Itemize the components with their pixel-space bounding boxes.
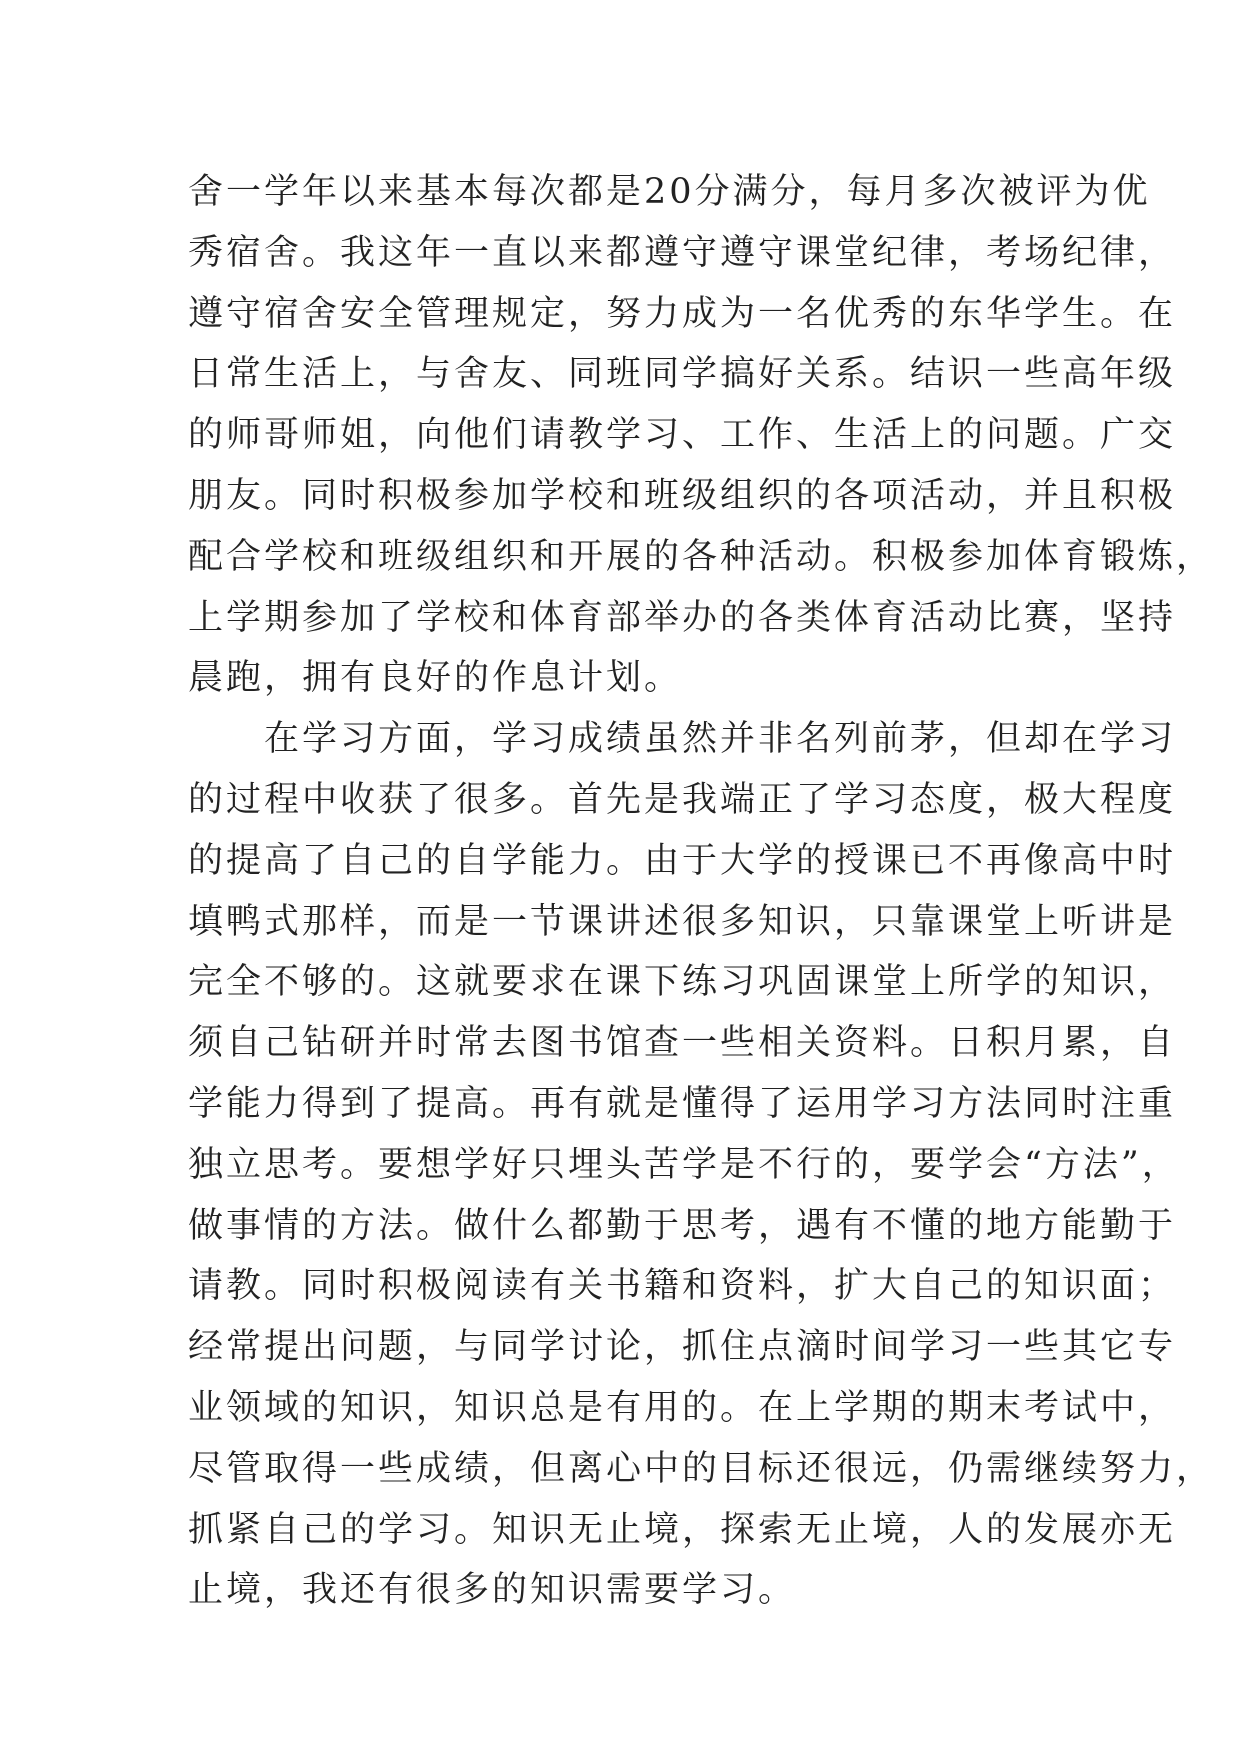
text-line-4: 日常生活上，与舍友、同班同学搞好关系。结识一些高年级: [188, 354, 1177, 395]
text-line-21: 业领域的知识，知识总是有用的。在上学期的期末考试中，: [188, 1387, 1177, 1428]
text-line-7: 配合学校和班级组织和开展的各种活动。积极参加体育锻炼，: [188, 536, 1215, 577]
text-line-10: 在学习方面，学习成绩虽然并非名列前茅，但却在学习: [188, 719, 1177, 760]
text-line-16: 学能力得到了提高。再有就是懂得了运用学习方法同时注重: [188, 1083, 1177, 1124]
text-line-17: 独立思考。要想学好只埋头苦学是不行的，要学会“方法”，: [188, 1144, 1180, 1185]
text-line-9: 晨跑，拥有良好的作息计划。: [188, 658, 683, 699]
text-line-19: 请教。同时积极阅读有关书籍和资料，扩大自己的知识面；: [188, 1266, 1177, 1307]
text-line-23: 抓紧自己的学习。知识无止境，探索无止境，人的发展亦无: [188, 1509, 1177, 1550]
body-text: [188, 162, 1215, 1621]
text-line-18: 做事情的方法。做什么都勤于思考，遇有不懂的地方能勤于: [188, 1205, 1177, 1246]
text-line-12: 的提高了自己的自学能力。由于大学的授课已不再像高中时: [188, 840, 1177, 881]
text-line-20: 经常提出问题，与同学讨论，抓住点滴时间学习一些其它专: [188, 1327, 1177, 1368]
text-line-13: 填鸭式那样，而是一节课讲述很多知识，只靠课堂上听讲是: [188, 901, 1177, 942]
text-line-3: 遵守宿舍安全管理规定，努力成为一名优秀的东华学生。在: [188, 293, 1177, 334]
text-line-24: 止境，我还有很多的知识需要学习。: [188, 1570, 797, 1611]
text-line-6: 朋友。同时积极参加学校和班级组织的各项活动，并且积极: [188, 475, 1177, 516]
text-line-11: 的过程中收获了很多。首先是我端正了学习态度，极大程度: [188, 779, 1177, 820]
text-line-1: 舍一学年以来基本每次都是20分满分，每月多次被评为优: [188, 172, 1151, 212]
text-line-5: 的师哥师姐，向他们请教学习、工作、生活上的问题。广交: [188, 415, 1177, 456]
text-line-2: 秀宿舍。我这年一直以来都遵守遵守课堂纪律，考场纪律，: [188, 232, 1177, 273]
text-line-15: 须自己钻研并时常去图书馆查一些相关资料。日积月累，自: [188, 1023, 1177, 1064]
text-line-22: 尽管取得一些成绩，但离心中的目标还很远，仍需继续努力，: [188, 1448, 1215, 1489]
text-line-8: 上学期参加了学校和体育部举办的各类体育活动比赛，坚持: [188, 597, 1177, 638]
text-line-14: 完全不够的。这就要求在课下练习巩固课堂上所学的知识，: [188, 962, 1177, 1003]
